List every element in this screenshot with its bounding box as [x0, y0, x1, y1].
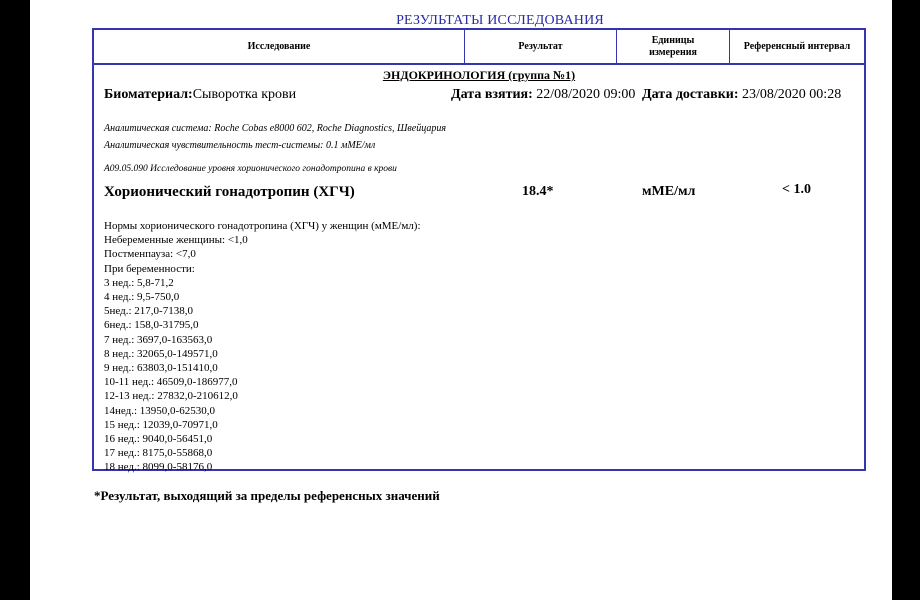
norm-line: 14нед.: 13950,0-62530,0 — [104, 404, 215, 417]
test-result: 18.4* — [522, 184, 554, 199]
document-page — [30, 0, 892, 600]
biomaterial-value: Сыворотка крови — [192, 87, 297, 102]
header-study: Исследование — [247, 40, 311, 52]
norm-line: 9 нед.: 63803,0-151410,0 — [104, 362, 218, 375]
norms-list — [104, 219, 421, 475]
header-result: Результат — [518, 40, 563, 52]
date-delivery — [642, 87, 841, 103]
header-reference: Референсный интервал — [743, 40, 851, 52]
date-taken-value: 22/08/2020 09:00 — [536, 87, 636, 102]
norm-line: Постменпауза: <7,0 — [104, 248, 196, 261]
norm-line: 17 нед.: 8175,0-55868,0 — [104, 447, 213, 460]
footnote: *Результат, выходящий за пределы референсных значений — [94, 488, 440, 503]
header-units: Единицы измерения — [649, 34, 697, 58]
test-reference: < 1.0 — [782, 182, 811, 197]
report-title: РЕЗУЛЬТАТЫ ИССЛЕДОВАНИЯ — [396, 13, 604, 28]
norm-line: 15 нед.: 12039,0-70971,0 — [104, 418, 218, 431]
biomaterial-label: Биоматериал: — [104, 87, 193, 102]
norm-line: Нормы хорионического гонадотропина (ХГЧ) у женщин (мМЕ/мл): — [104, 220, 421, 232]
sensitivity: Аналитическая чувствительность тест-системы: 0.1 мМЕ/мл — [104, 140, 376, 151]
norm-line: Небеременные женщины: <1,0 — [104, 234, 248, 247]
test-unit: мМЕ/мл — [642, 184, 696, 199]
norm-line: 12-13 нед.: 27832,0-210612,0 — [104, 390, 238, 403]
norm-line: При беременности: — [104, 262, 195, 275]
norm-line: 6нед.: 158,0-31795,0 — [104, 319, 199, 332]
date-taken-label: Дата взятия: — [451, 87, 533, 102]
date-delivery-label: Дата доставки: — [642, 87, 739, 102]
norm-line: 7 нед.: 3697,0-163563,0 — [104, 333, 213, 346]
analytic-system: Аналитическая система: Roche Cobas e8000 602, Roche Diagnostics, Швейцария — [104, 123, 446, 134]
norm-line: 5нед.: 217,0-7138,0 — [104, 305, 193, 318]
norm-line: 4 нед.: 9,5-750,0 — [104, 291, 180, 304]
norm-line: 16 нед.: 9040,0-56451,0 — [104, 433, 213, 446]
date-taken — [451, 87, 635, 103]
study-code: A09.05.090 Исследование уровня хорионического гонадотропина в крови — [104, 164, 397, 174]
results-table — [92, 28, 866, 474]
section-title: ЭНДОКРИНОЛОГИЯ (группа №1) — [382, 68, 576, 82]
date-delivery-value: 23/08/2020 00:28 — [742, 87, 842, 102]
norm-line: 18 нед.: 8099,0-58176,0 — [104, 461, 213, 474]
test-name: Хорионический гонадотропин (ХГЧ) — [104, 184, 355, 200]
norm-line: 8 нед.: 32065,0-149571,0 — [104, 347, 218, 360]
norm-line: 10-11 нед.: 46509,0-186977,0 — [104, 376, 238, 389]
biomaterial — [104, 87, 296, 103]
norm-line: 3 нед.: 5,8-71,2 — [104, 276, 174, 289]
table-header — [94, 30, 864, 65]
